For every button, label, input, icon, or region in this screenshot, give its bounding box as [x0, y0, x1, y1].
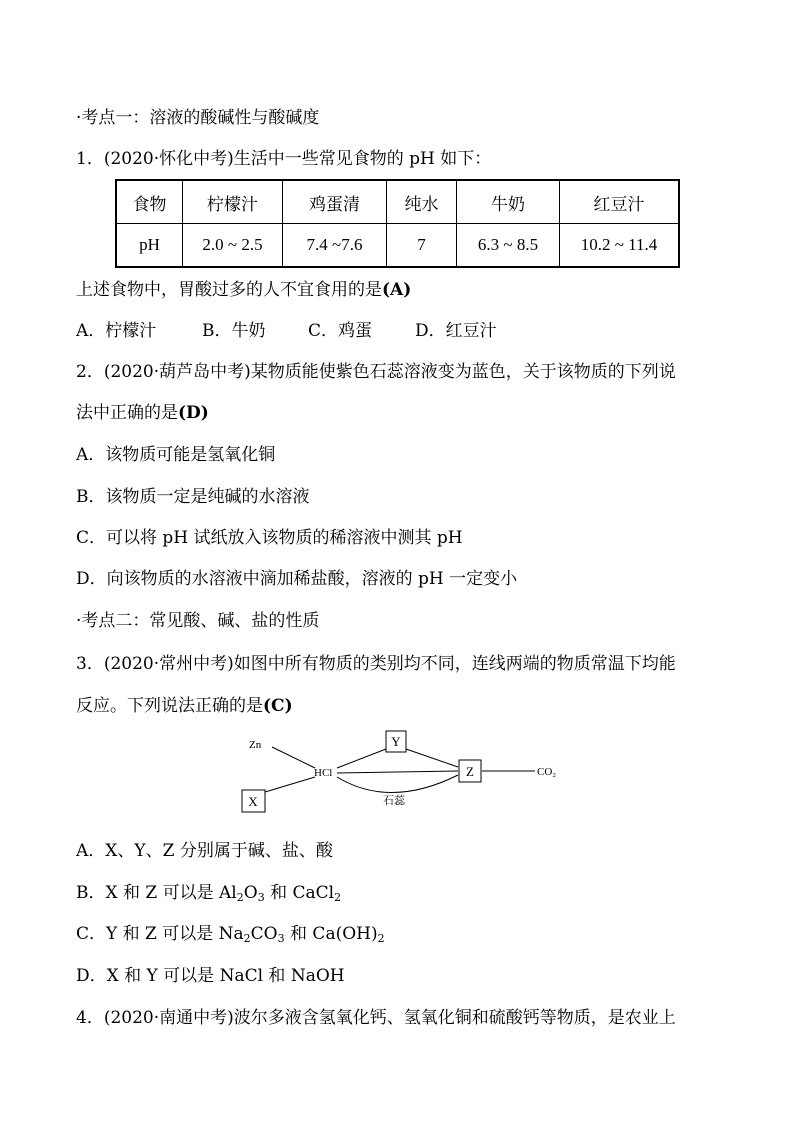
question-2-option-d: D．向该物质的水溶液中滴加稀盐酸，溶液的 pH 一定变小	[76, 569, 518, 589]
z-label: Z	[466, 764, 474, 779]
subscript: 2	[236, 891, 244, 904]
co2-label: CO₂	[537, 766, 557, 778]
reaction-diagram	[240, 725, 570, 820]
question-2-stem-line1: 2．(2020·葫芦岛中考)某物质能使紫色石蕊溶液变为蓝色，关于该物质的下列说	[76, 362, 676, 382]
section-heading-2: ·考点二：常见酸、碱、盐的性质	[76, 611, 320, 631]
table-row	[116, 224, 679, 268]
formula-text: O	[243, 883, 258, 903]
table-cell: 柠檬汁	[183, 180, 283, 224]
subscript: 2	[377, 932, 385, 945]
litmus-label: 石蕊	[383, 795, 405, 807]
table-cell: 7	[387, 224, 457, 268]
question-1-prompt	[76, 280, 411, 300]
section-heading-1: ·考点一：溶液的酸碱性与酸碱度	[76, 108, 320, 128]
question-2-option-b: B．该物质一定是纯碱的水溶液	[76, 487, 310, 507]
formula-text: 和 Ca(OH)	[284, 924, 378, 944]
table-cell: 6.3 ~ 8.5	[457, 224, 560, 268]
hcl-label: HCl	[314, 767, 333, 779]
subscript: 3	[257, 891, 265, 904]
table-cell: 2.0 ~ 2.5	[183, 224, 283, 268]
table-cell: 7.4 ~7.6	[283, 224, 387, 268]
subscript: 2	[334, 891, 342, 904]
answer-text: (A)	[382, 280, 412, 300]
connector-line	[337, 771, 458, 773]
table-row	[116, 180, 679, 224]
question-1-stem: 1．(2020·怀化中考)生活中一些常见食物的 pH 如下：	[76, 149, 492, 169]
connector-line	[337, 775, 458, 793]
question-2-option-a: A．该物质可能是氢氧化铜	[76, 445, 276, 465]
option-c: C．鸡蛋	[308, 321, 373, 341]
table-cell: 纯水	[387, 180, 457, 224]
answer-text: (D)	[178, 403, 209, 423]
subscript: 2	[243, 932, 251, 945]
option-a: A．柠檬汁	[76, 321, 157, 341]
question-3-option-a: A．X、Y、Z 分别属于碱、盐、酸	[76, 841, 333, 861]
formula-text: B．X 和 Z 可以是 Al	[76, 883, 237, 903]
table-cell: 食物	[116, 180, 183, 224]
question-3-option-c	[76, 924, 385, 944]
connector-line	[337, 749, 386, 768]
option-d: D．红豆汁	[415, 321, 497, 341]
question-2-option-c: C．可以将 pH 试纸放入该物质的稀溶液中测其 pH	[76, 528, 463, 548]
question-3-stem-line1: 3．(2020·常州中考)如图中所有物质的类别均不同，连线两端的物质常温下均能	[76, 654, 676, 674]
formula-text: CO	[250, 924, 278, 944]
question-text: 反应。下列说法正确的是	[76, 696, 263, 716]
table-cell: 鸡蛋清	[283, 180, 387, 224]
formula-text: 和 CaCl	[264, 883, 335, 903]
connector-line	[272, 747, 315, 768]
question-1-options	[76, 321, 497, 341]
table-cell: pH	[116, 224, 183, 268]
connector-line	[406, 749, 458, 767]
table-cell: 红豆汁	[560, 180, 680, 224]
question-3-option-d: D．X 和 Y 可以是 NaCl 和 NaOH	[76, 966, 345, 986]
answer-text: (C)	[263, 696, 293, 716]
y-label: Y	[391, 734, 401, 749]
x-label: X	[248, 794, 258, 809]
question-text: 法中正确的是	[76, 403, 178, 423]
table-cell: 10.2 ~ 11.4	[560, 224, 680, 268]
question-4-stem: 4．(2020·南通中考)波尔多液含氢氧化钙、氢氧化铜和硫酸钙等物质，是农业上	[76, 1008, 676, 1028]
question-2-stem-line2	[76, 403, 209, 423]
option-b: B．牛奶	[202, 321, 266, 341]
question-3-stem-line2	[76, 696, 293, 716]
formula-text: C．Y 和 Z 可以是 Na	[76, 924, 244, 944]
connector-line	[265, 777, 315, 792]
question-text: 上述食物中，胃酸过多的人不宜食用的是	[76, 280, 382, 300]
table-cell: 牛奶	[457, 180, 560, 224]
question-3-option-b	[76, 883, 341, 903]
ph-table	[115, 179, 680, 268]
zn-label: Zn	[249, 739, 262, 751]
subscript: 3	[277, 932, 285, 945]
